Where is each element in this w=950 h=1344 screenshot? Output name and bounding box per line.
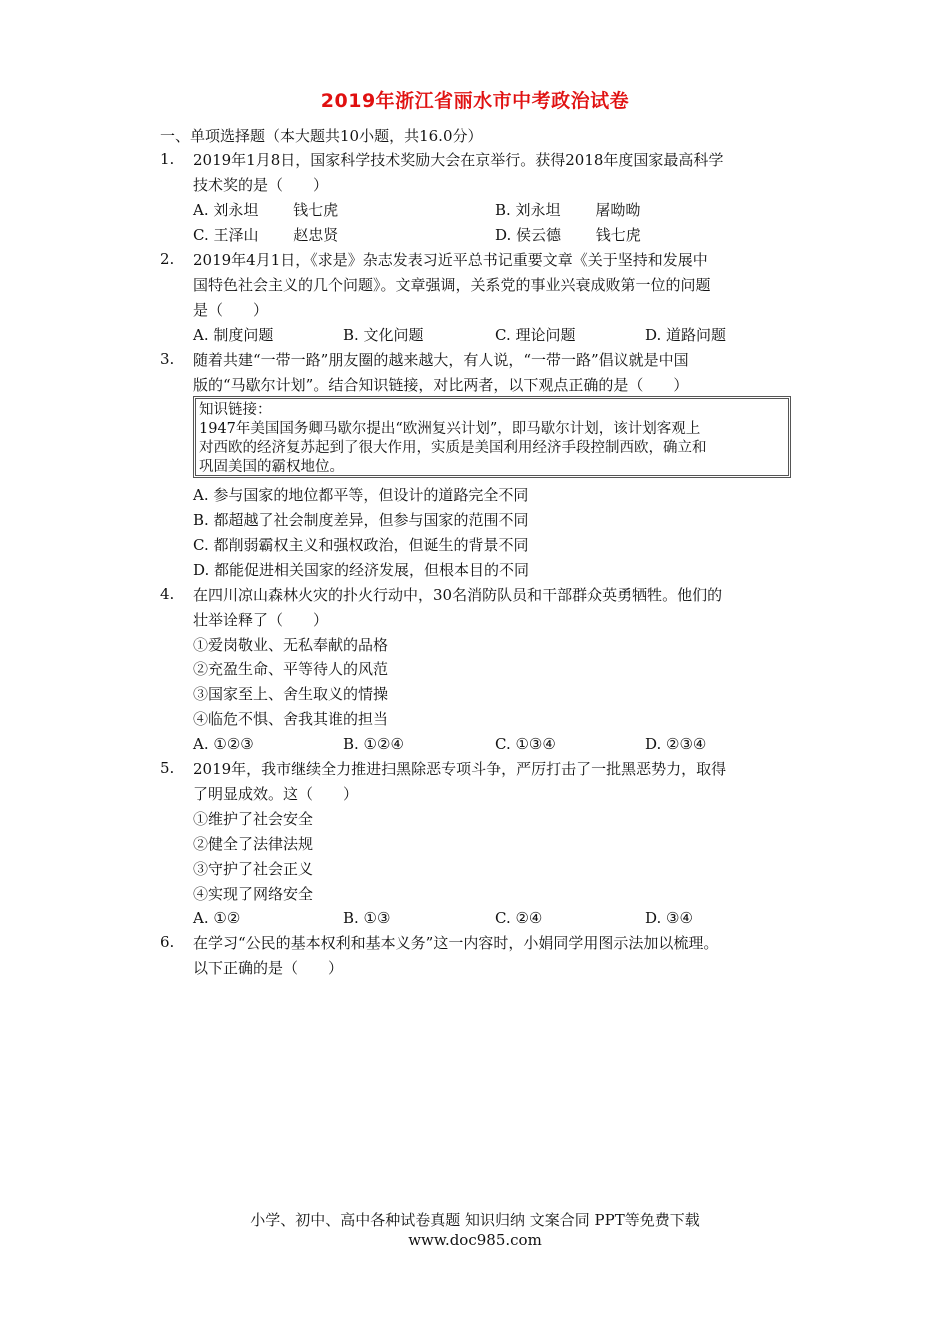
option-a: A. ①②③ (193, 735, 254, 753)
section-heading: 一、单项选择题（本大题共10小题，共16.0分） (160, 127, 483, 145)
statement-item: ③国家至上、舍生取义的情操 (193, 685, 389, 703)
question-number: 6. (160, 933, 175, 951)
statement-item: ④实现了网络安全 (193, 885, 314, 903)
option-d: D. 道路问题 (645, 326, 727, 344)
question-text: 版的“马歇尔计划”。结合知识链接，对比两者，以下观点正确的是（ ） (193, 376, 689, 394)
option-d: D. ③④ (645, 909, 693, 927)
statement-item: ①爱岗敬业、无私奉献的品格 (193, 636, 389, 654)
question-number: 5. (160, 759, 175, 777)
page-title: 2019年浙江省丽水市中考政治试卷 (320, 90, 630, 112)
question-text: 随着共建“一带一路”朋友圈的越来越大，有人说，“一带一路”倡议就是中国 (193, 351, 689, 369)
question-text: 在四川凉山森林火灾的扑火行动中，30名消防队员和干部群众英勇牺牲。他们的 (193, 586, 723, 604)
statement-item: ①维护了社会安全 (193, 810, 314, 828)
option-a: A. ①② (193, 909, 241, 927)
option-b: B. ①③ (343, 909, 391, 927)
question-text: 以下正确的是（ ） (193, 959, 344, 977)
question-text: 在学习“公民的基本权利和基本义务”这一内容时，小娟同学用图示法加以梳理。 (193, 934, 719, 952)
knowledge-text: 巩固美国的霸权地位。 (199, 459, 344, 475)
option-c: C. 王泽山 赵忠贤 (193, 226, 339, 244)
option-b: B. 文化问题 (343, 326, 424, 344)
option-d: D. 都能促进相关国家的经济发展，但根本目的不同 (193, 561, 530, 579)
question-text: 2019年1月8日，国家科学技术奖励大会在京举行。获得2018年度国家最高科学 (193, 151, 724, 169)
knowledge-link-box (193, 396, 791, 478)
question-text: 国特色社会主义的几个问题》。文章强调，关系党的事业兴衰成败第一位的问题 (193, 276, 711, 294)
statement-item: ②健全了法律法规 (193, 835, 314, 853)
option-b: B. ①②④ (343, 735, 404, 753)
option-c: C. ①③④ (495, 735, 556, 753)
question-text: 是（ ） (193, 301, 269, 319)
option-a: A. 参与国家的地位都平等，但设计的道路完全不同 (193, 486, 529, 504)
question-number: 4. (160, 585, 175, 603)
option-c: C. 理论问题 (495, 326, 576, 344)
question-text: 2019年，我市继续全力推进扫黑除恶专项斗争，严厉打击了一批黑恶势力，取得 (193, 760, 727, 778)
statement-item: ④临危不惧、舍我其谁的担当 (193, 710, 389, 728)
option-d: D. 侯云德 钱七虎 (495, 226, 641, 244)
question-number: 3. (160, 350, 175, 368)
knowledge-heading: 知识链接： (199, 402, 272, 418)
option-d: D. ②③④ (645, 735, 707, 753)
question-number: 2. (160, 250, 175, 268)
statement-item: ③守护了社会正义 (193, 860, 314, 878)
footer-link[interactable]: www.doc985.com (408, 1231, 542, 1249)
question-text: 了明显成效。这（ ） (193, 785, 359, 803)
option-c: C. 都削弱霸权主义和强权政治，但诞生的背景不同 (193, 536, 529, 554)
question-text: 技术奖的是（ ） (193, 176, 329, 194)
option-c: C. ②④ (495, 909, 543, 927)
question-text: 2019年4月1日，《求是》杂志发表习近平总书记重要文章《关于坚持和发展中 (193, 251, 708, 269)
option-b: B. 刘永坦 屠呦呦 (495, 201, 641, 219)
knowledge-text: 对西欧的经济复苏起到了很大作用，实质是美国利用经济手段控制西欧，确立和 (199, 440, 707, 456)
option-a: A. 制度问题 (193, 326, 274, 344)
option-b: B. 都超越了社会制度差异，但参与国家的范围不同 (193, 511, 529, 529)
knowledge-text: 1947年美国国务卿马歇尔提出“欧洲复兴计划”，即马歇尔计划，该计划客观上 (199, 421, 701, 437)
footer-text: 小学、初中、高中各种试卷真题 知识归纳 文案合同 PPT等免费下载 (250, 1211, 700, 1229)
statement-item: ②充盈生命、平等待人的风范 (193, 660, 389, 678)
question-number: 1. (160, 150, 175, 168)
question-text: 壮举诠释了（ ） (193, 611, 329, 629)
option-a: A. 刘永坦 钱七虎 (193, 201, 339, 219)
